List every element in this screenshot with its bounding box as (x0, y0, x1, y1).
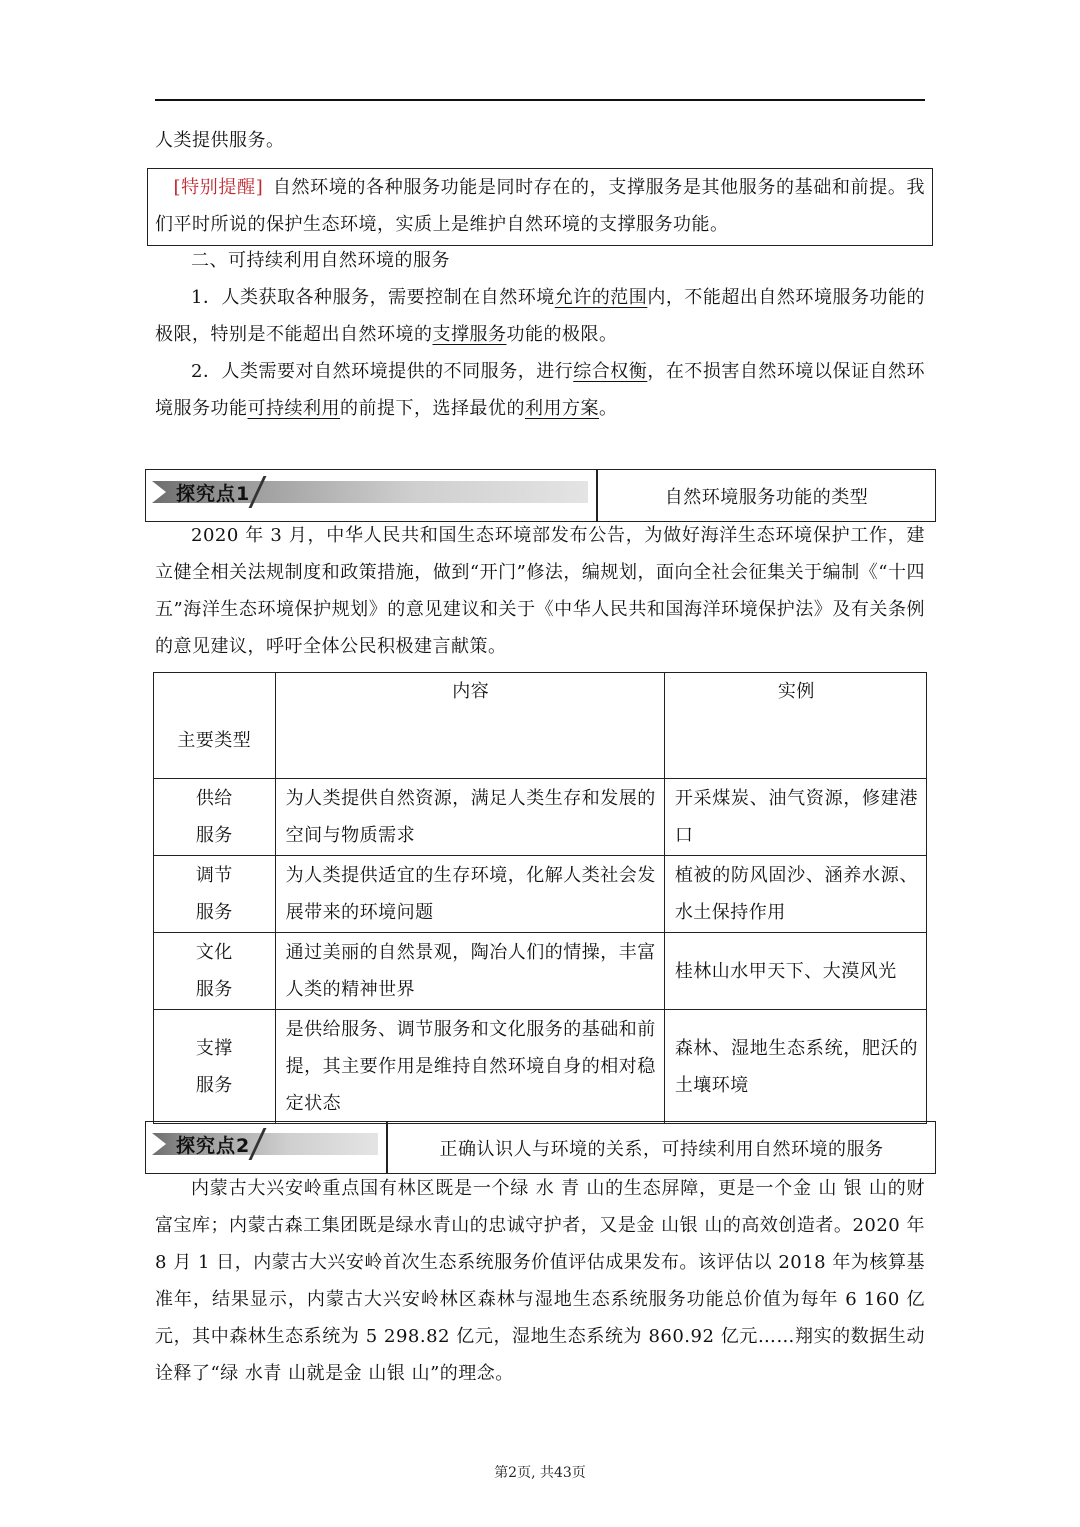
special-reminder-tag: [特别提醒] (173, 177, 264, 198)
item2-text-c: 的前提下，选择最优的 (340, 398, 525, 419)
row-content: 为人类提供适宜的生存环境，化解人类社会发展带来的环境问题 (275, 856, 664, 933)
item2-text-d: 。 (599, 398, 618, 419)
row-content: 通过美丽的自然景观，陶冶人们的情操，丰富人类的精神世界 (275, 933, 664, 1010)
service-types-table (153, 672, 927, 1124)
page-footer: 第2页, 共43页 (494, 1465, 586, 1481)
header-rule (155, 99, 925, 101)
item1-underline-2: 支撑服务 (432, 324, 507, 345)
special-reminder-body: 自然环境的各种服务功能是同时存在的，支撑服务是其他服务的基础和前提。我们平时所说的保护生态环境，实质上是维护自然环境的支撑服务功能。 (155, 177, 926, 235)
explore1-paragraph: 2020 年 3 月，中华人民共和国生态环境部发布公告，为做好海洋生态环境保护工作，建立健全相关法规制度和政策措施，做到“开门”修法，编规划，面向全社会征集关于编制《“十四五”海洋生态环境保护规划》的意见建议和关于《中华人民共和国海洋环境保护法》及有关条例的意见建议，呼吁全体公民积极建言献策。 (155, 525, 925, 657)
row-type-line1: 供给 (195, 788, 233, 809)
row-type-line2: 服务 (195, 1074, 233, 1096)
intro-tail: 人类提供服务。 (155, 130, 285, 151)
explore2-badge (146, 1122, 386, 1173)
header-content: 内容 (275, 673, 664, 779)
explore2-label: 探究点2 (176, 1135, 251, 1157)
row-type (154, 1010, 276, 1124)
item1-text-c: 功能的极限。 (506, 324, 618, 345)
item2-underline-2: 可持续利用 (247, 398, 340, 419)
item2-text-b: ，在不损害自然环境以保证自然环境服务功能 (155, 361, 926, 419)
section2-heading: 二、可持续利用自然环境的服务 (191, 250, 450, 271)
explore1-badge (146, 470, 596, 521)
section2-item2 (155, 353, 925, 427)
explore2-paragraph: 内蒙古大兴安岭重点国有林区既是一个绿 水 青 山的生态屏障，更是一个金 山 银 山的财富宝库；内蒙古森工集团既是绿水青山的忠诚守护者，又是金 山银 山的高效创造者。2020 年 8 月 1 日，内蒙古大兴安岭首次生态系统服务价值评估成果发布。该评估以 2018 年为核算基准年，结果显示，内蒙古大兴安岭林区森林与湿地生态系统服务功能总价值为每年 6 160 亿元，其中森林生态系统为 5 298.82 亿元，湿地生态系统为 860.92 亿元……翔实的数据生动诠释了“绿 水青 山就是金 山银 山”的理念。 (155, 1178, 925, 1384)
row-type (154, 856, 276, 933)
section2-item1 (155, 279, 925, 353)
item2-underline-1: 综合权衡 (573, 361, 648, 382)
row-example: 森林、湿地生态系统，肥沃的土壤环境 (664, 1010, 926, 1124)
explore1-header (145, 469, 936, 522)
header-type: 主要类型 (154, 673, 276, 779)
row-type (154, 779, 276, 856)
row-content: 是供给服务、调节服务和文化服务的基础和前提，其主要作用是维持自然环境自身的相对稳定状态 (275, 1010, 664, 1124)
row-type-line1: 文化 (195, 942, 233, 963)
table-row (154, 779, 927, 856)
row-type-line2: 服务 (195, 902, 233, 923)
row-example: 桂林山水甲天下、大漠风光 (664, 933, 926, 1010)
table-row (154, 856, 927, 933)
row-type (154, 933, 276, 1010)
special-reminder-text (155, 169, 925, 243)
item1-text-b: 内，不能超出自然环境服务功能的极限，特别是不能超出自然环境的 (155, 287, 926, 345)
explore2-title: 正确认识人与环境的关系，可持续利用自然环境的服务 (439, 1138, 884, 1160)
header-example: 实例 (664, 673, 926, 779)
row-example: 开采煤炭、油气资源，修建港口 (664, 779, 926, 856)
row-content: 为人类提供自然资源，满足人类生存和发展的空间与物质需求 (275, 779, 664, 856)
row-type-line1: 支撑 (195, 1037, 233, 1059)
explore1-label: 探究点1 (176, 483, 251, 505)
explore2-header (145, 1121, 936, 1174)
explore1-title: 自然环境服务功能的类型 (664, 486, 869, 508)
item1-underline-1: 允许的范围 (554, 287, 648, 308)
row-type-line1: 调节 (195, 865, 233, 886)
table-row (154, 933, 927, 1010)
row-example: 植被的防风固沙、涵养水源、水土保持作用 (664, 856, 926, 933)
table-row (154, 1010, 927, 1124)
special-reminder-box (147, 168, 933, 246)
item2-text-a: 2．人类需要对自然环境提供的不同服务，进行 (191, 361, 574, 382)
row-type-line2: 服务 (195, 979, 233, 1000)
item1-text-a: 1．人类获取各种服务，需要控制在自然环境 (191, 287, 555, 308)
row-type-line2: 服务 (195, 825, 233, 846)
item2-underline-3: 利用方案 (525, 398, 599, 419)
table-header-row (154, 673, 927, 779)
